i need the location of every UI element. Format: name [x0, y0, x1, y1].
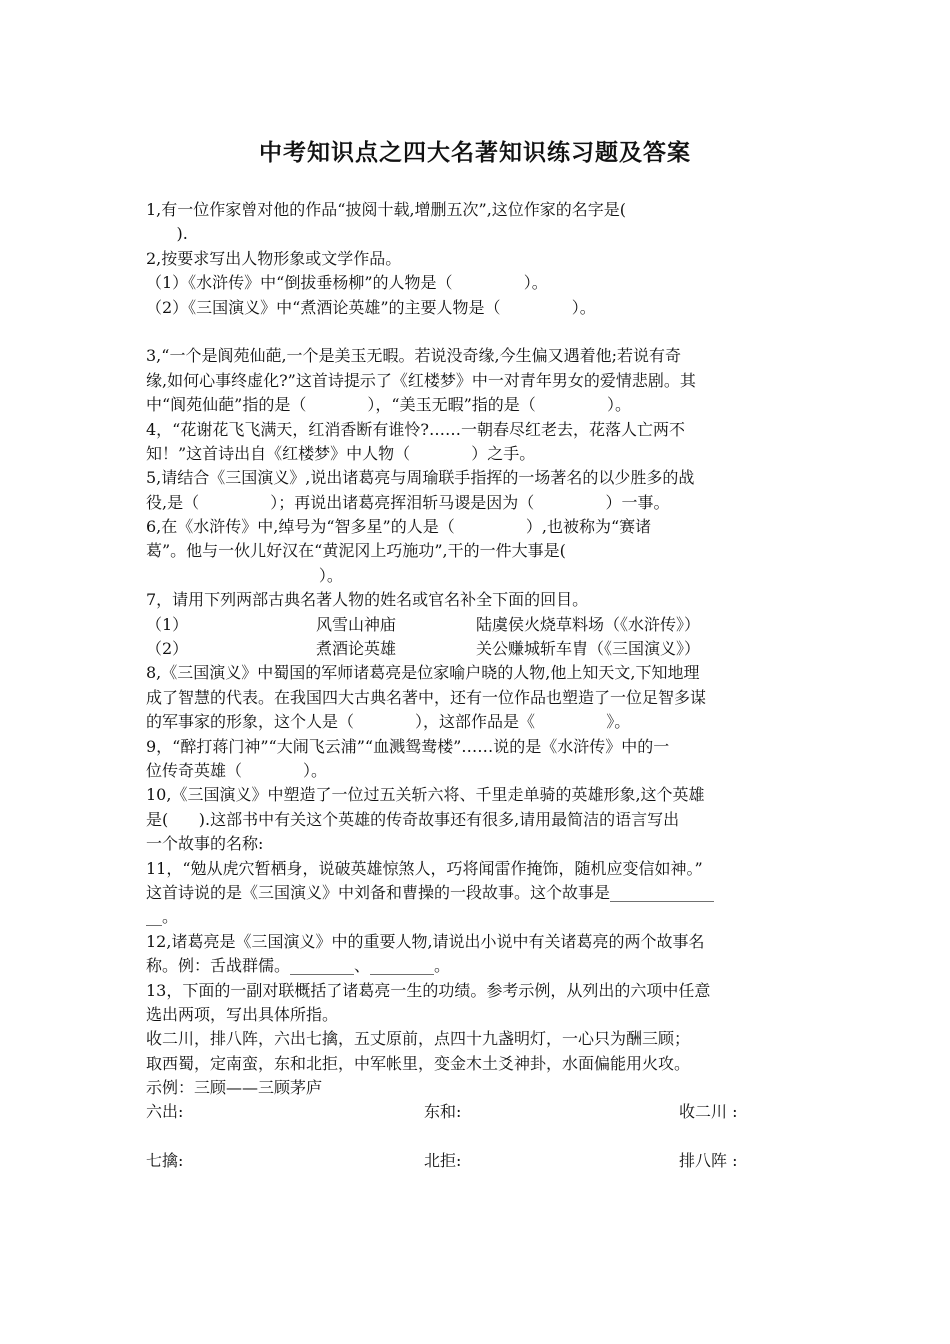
q1-line: 2,按要求写出人物形象或文学作品。	[146, 248, 402, 268]
fill-label: 东和:	[424, 1102, 462, 1122]
q2-line: 一个故事的名称:	[146, 834, 264, 854]
hui-mu-cell: （2）	[146, 639, 189, 659]
q1-line: （2）《三国演义》中“煮酒论英雄”的主要人物是（ ）。	[146, 297, 596, 317]
fill-label: 排八阵 :	[679, 1151, 738, 1171]
hui-mu-row	[146, 637, 816, 661]
hui-mu-row	[146, 613, 816, 637]
q2-line: 选出两项，写出具体所指。	[146, 1004, 339, 1024]
q2-line: 成了智慧的代表。在我国四大古典名著中，还有一位作品也塑造了一位足智多谋	[146, 687, 707, 707]
q1-line: 役,是（ ）；再说出诸葛亮挥泪斩马谡是因为（ ）一事。	[146, 492, 670, 512]
hui-mu-cell: 陆虞侯火烧草料场（《水浒传》）	[476, 614, 701, 634]
questions-1-7	[146, 198, 816, 613]
q1-line: 1,有一位作家曾对他的作品“披阅十载,增删五次”,这位作家的名字是(	[146, 200, 627, 219]
q2-line: 13，下面的一副对联概括了诸葛亮一生的功绩。参考示例，从列出的六项中任意	[146, 980, 711, 1000]
q1-line: 7，请用下列两部古典名著人物的姓名或官名补全下面的回目。	[146, 590, 589, 610]
fill-label: 七擒:	[146, 1151, 184, 1171]
q1-line: 4，“花谢花飞飞满天，红消香断有谁怜?……一朝春尽红老去，花落人亡两不	[146, 419, 685, 439]
fill-label: 六出:	[146, 1102, 184, 1122]
q1-line: 缘,如何心事终虚化?”这首诗提示了《红楼梦》中一对青年男女的爱情悲剧。其	[146, 370, 696, 390]
q2-line: 是( ).这部书中有关这个英雄的传奇故事还有很多,请用最简洁的语言写出	[146, 809, 680, 829]
page-title: 中考知识点之四大名著知识练习题及答案	[259, 139, 691, 166]
hui-mu-table	[146, 613, 816, 662]
fill-label: 收二川 :	[679, 1102, 738, 1122]
q1-line: （1）《水浒传》中“倒拔垂杨柳”的人物是（ ）。	[146, 273, 548, 293]
q1-line: ).	[146, 224, 188, 244]
fill-row	[146, 1100, 816, 1124]
q2-line: 取西蜀，定南蛮，东和北拒，中军帐里，变金木土爻神卦，水面偏能用火攻。	[146, 1053, 691, 1073]
q1-line: 中“阆苑仙葩”指的是（ ），“美玉无暇”指的是（ ）。	[146, 395, 631, 415]
q2-line: 称。例：舌战群儒。________、________。	[146, 956, 451, 976]
q2-line: 收二川，排八阵，六出七擒，五丈原前，点四十九盏明灯，一心只为酬三顾；	[146, 1029, 691, 1049]
q2-line: 10,《三国演义》中塑造了一位过五关斩六将、千里走单骑的英雄形象,这个英雄	[146, 785, 705, 805]
q2-line: 位传奇英雄（ ）。	[146, 760, 328, 780]
hui-mu-cell: 风雪山神庙	[316, 614, 397, 634]
q1-line: 葛”。他与一伙儿好汉在“黄泥冈上巧施功”,干的一件大事是(	[146, 541, 566, 561]
q1-line: 6,在《水浒传》中,绰号为“智多星”的人是（ ）,也被称为“赛诸	[146, 517, 652, 537]
q2-line: 这首诗说的是《三国演义》中刘备和曹操的一段故事。这个故事是_____________	[146, 882, 715, 902]
q1-line: 3,“一个是阆苑仙葩,一个是美玉无暇。若说没奇缘,今生偏又遇着他;若说有奇	[146, 346, 682, 366]
q1-line: 知！”这首诗出自《红楼梦》中人物（ ）之手。	[146, 443, 536, 463]
q2-line: 的军事家的形象，这个人是（ ），这部作品是《 》。	[146, 712, 631, 732]
q2-line: 8,《三国演义》中蜀国的军师诸葛亮是位家喻户晓的人物,他上知天文,下知地理	[146, 663, 700, 683]
q2-line: 9，“醉打蒋门神”“大闹飞云浦”“血溅鸳鸯楼”……说的是《水浒传》中的一	[146, 736, 670, 756]
q2-line: 示例：三顾——三顾茅庐	[146, 1078, 323, 1098]
q2-line: 12,诸葛亮是《三国演义》中的重要人物,请说出小说中有关诸葛亮的两个故事名	[146, 931, 705, 951]
fill-in-grid	[146, 1100, 816, 1173]
question-body	[146, 198, 816, 1174]
q1-line: ）。	[146, 565, 343, 585]
questions-8-13	[146, 661, 816, 1100]
hui-mu-cell: 煮酒论英雄	[316, 639, 397, 659]
q2-line: 11，“勉从虎穴暂栖身，说破英雄惊煞人，巧将闻雷作掩饰，随机应变信如神。”	[146, 858, 703, 878]
q2-line: __。	[146, 907, 179, 927]
fill-row	[146, 1149, 816, 1173]
fill-label: 北拒:	[424, 1151, 462, 1171]
q1-line: 5,请结合《三国演义》,说出诸葛亮与周瑜联手指挥的一场著名的以少胜多的战	[146, 468, 695, 488]
hui-mu-cell: （1）	[146, 614, 189, 634]
hui-mu-cell: 关公赚城斩车胄（《三国演义》）	[476, 639, 701, 659]
q1-line	[146, 320, 816, 344]
